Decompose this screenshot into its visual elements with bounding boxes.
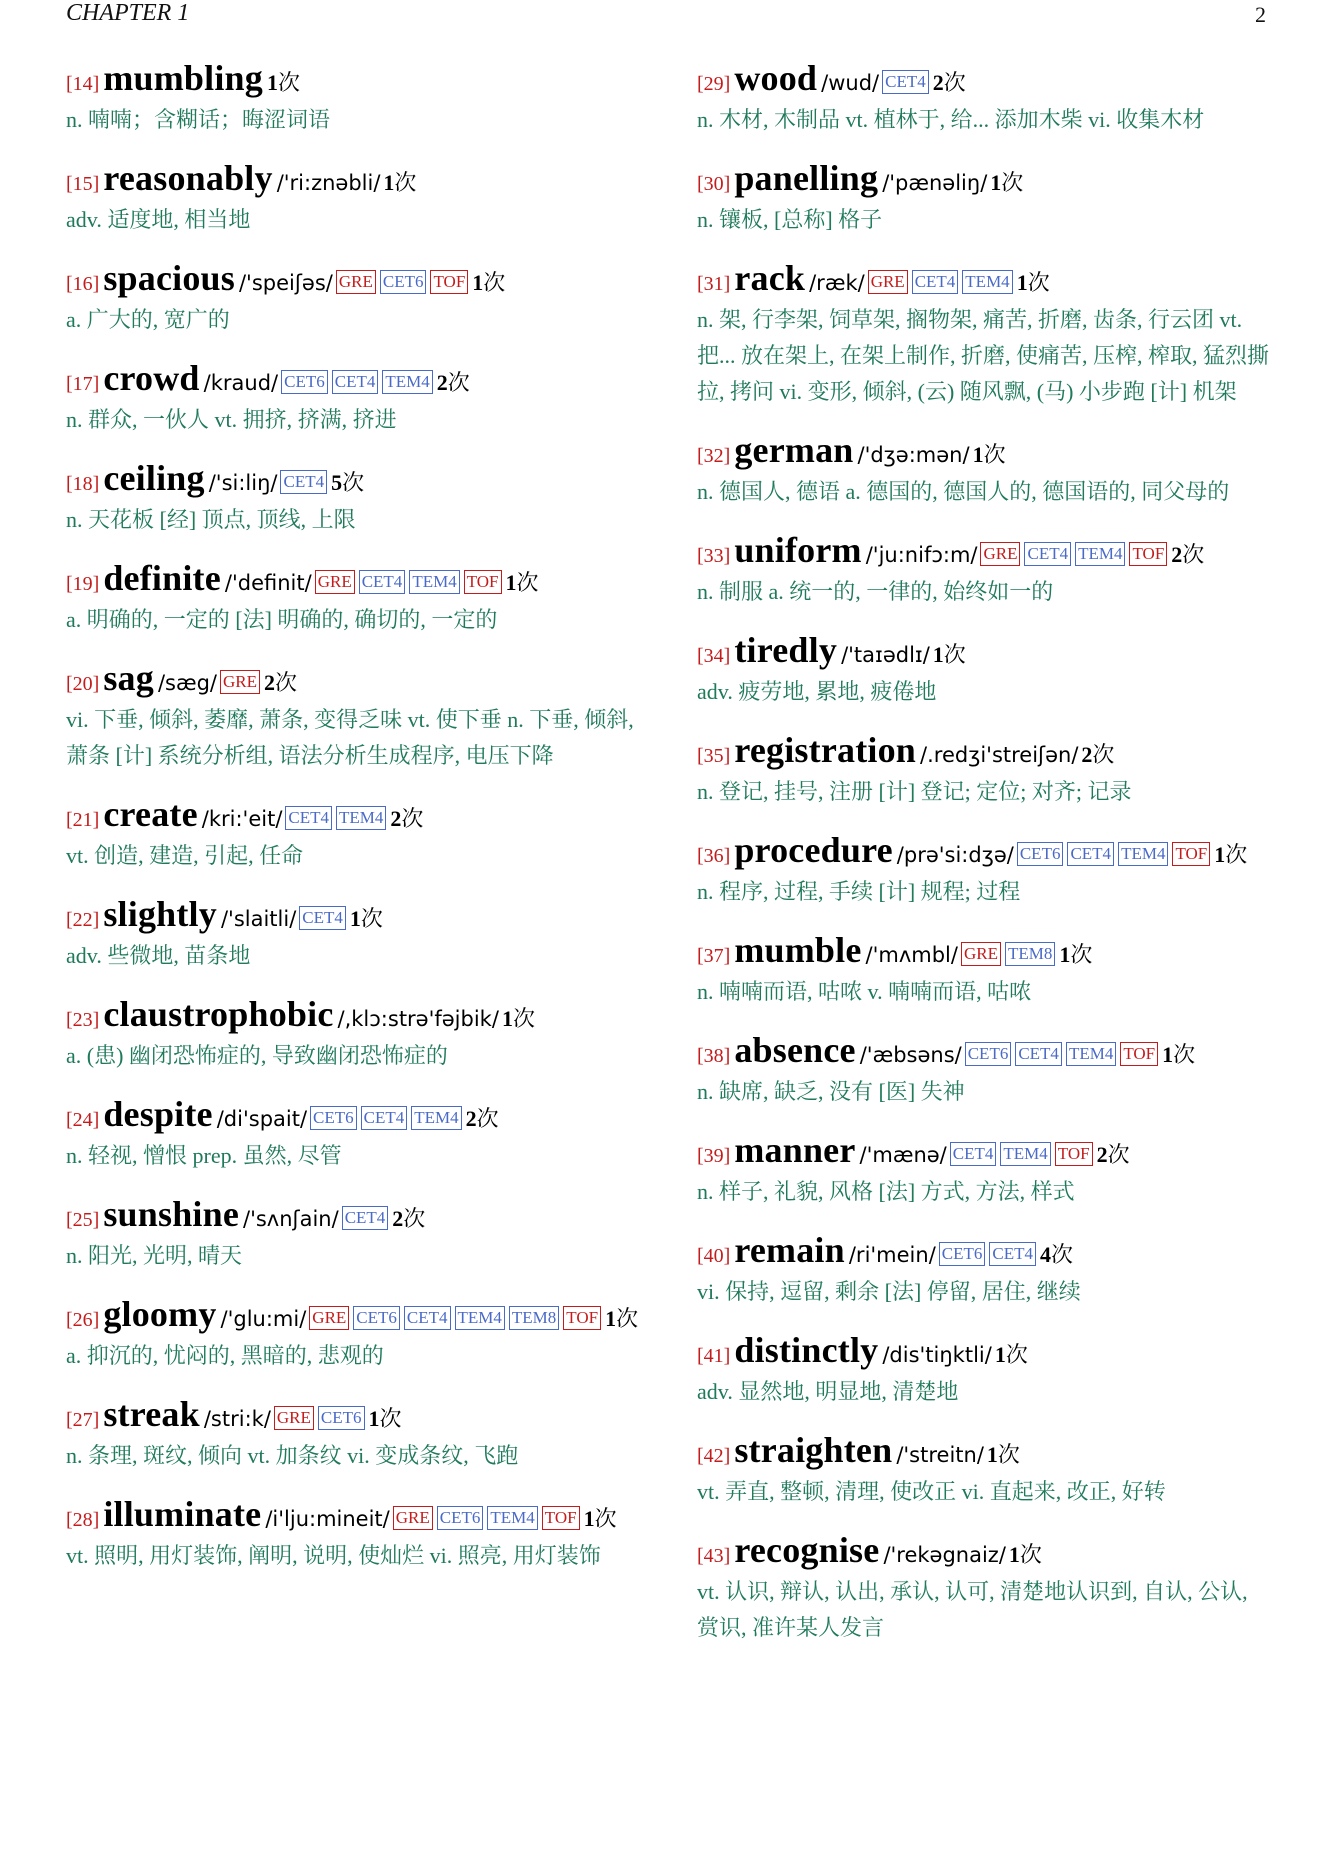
- vocab-entry: [66, 360, 640, 438]
- exam-tag: CET4: [342, 1206, 389, 1230]
- exam-tag: CET4: [1067, 842, 1114, 866]
- definition: vi. 下垂, 倾斜, 萎靡, 萧条, 变得乏味 vt. 使下垂 n. 下垂, 倾斜, 萧条 [计] 系统分析组, 语法分析生成程序, 电压下降: [66, 707, 634, 768]
- phonetic: /'streitn/: [896, 1443, 984, 1467]
- entry-number: [19]: [66, 573, 100, 595]
- exam-tag: TEM4: [487, 1506, 537, 1530]
- occurrence-count: 1: [932, 642, 944, 667]
- definition: n. 条理, 斑纹, 倾向 vt. 加条纹 vi. 变成条纹, 飞跑: [66, 1443, 519, 1468]
- vocab-entry: [66, 60, 640, 138]
- occurrence-count: 2: [436, 370, 448, 395]
- headword: claustrophobic: [103, 994, 334, 1034]
- occurrence-unit: 次: [275, 670, 298, 695]
- phonetic: /'dʒə:mən/: [857, 443, 970, 467]
- definition: vt. 弄直, 整顿, 清理, 使改正 vi. 直起来, 改正, 好转: [697, 1479, 1166, 1504]
- entry-head: [697, 1332, 1271, 1374]
- vocab-entry: [697, 632, 1271, 710]
- occurrence-count: 1: [1214, 842, 1226, 867]
- entry-number: [22]: [66, 909, 100, 931]
- headword: rack: [734, 258, 806, 298]
- occurrence-count: 2: [932, 70, 944, 95]
- headword: slightly: [103, 894, 217, 934]
- vocab-entry: [66, 160, 640, 238]
- exam-tag: TOF: [1055, 1142, 1093, 1166]
- entry-head: [697, 1432, 1271, 1474]
- exam-tag: TEM8: [1005, 942, 1055, 966]
- definition: vt. 创造, 建造, 引起, 任命: [66, 843, 304, 868]
- exam-tag: GRE: [961, 942, 1001, 966]
- vocab-entry: [697, 1532, 1271, 1646]
- entry-number: [31]: [697, 273, 731, 295]
- headword: sag: [103, 658, 154, 698]
- definition: adv. 显然地, 明显地, 清楚地: [697, 1379, 959, 1404]
- exam-tag: CET4: [912, 270, 959, 294]
- occurrence-unit: 次: [512, 1006, 535, 1031]
- vocab-entry: [697, 832, 1271, 910]
- phonetic: /di'spait/: [216, 1107, 308, 1131]
- headword: panelling: [734, 158, 879, 198]
- right-column: [697, 60, 1271, 1668]
- occurrence-count: 1: [368, 1406, 380, 1431]
- occurrence-unit: 次: [1005, 1342, 1028, 1367]
- entry-number: [26]: [66, 1309, 100, 1331]
- occurrence-count: 5: [331, 470, 343, 495]
- definition: a. 明确的, 一定的 [法] 明确的, 确切的, 一定的: [66, 607, 498, 632]
- occurrence-unit: 次: [983, 442, 1006, 467]
- entry-head: [697, 1232, 1271, 1274]
- exam-tag: TOF: [464, 570, 502, 594]
- entry-number: [15]: [66, 173, 100, 195]
- definition: n. 喃喃；含糊话；晦涩词语: [66, 107, 331, 132]
- headword: german: [734, 430, 854, 470]
- occurrence-unit: 次: [516, 570, 539, 595]
- exam-tag: CET4: [332, 370, 379, 394]
- definition: n. 架, 行李架, 饲草架, 搁物架, 痛苦, 折磨, 齿条, 行云团 vt. 把... 放在架上, 在架上制作, 折磨, 使痛苦, 压榨, 榨取, 猛烈撕拉, 拷问 vi. 变形, 倾斜, (云) 随风飘, (马) 小步跑 [计] 机架: [697, 307, 1270, 404]
- occurrence-unit: 次: [1182, 542, 1205, 567]
- definition: n. 阳光, 光明, 晴天: [66, 1243, 243, 1268]
- occurrence-count: 1: [501, 1006, 513, 1031]
- occurrence-unit: 次: [403, 1206, 426, 1231]
- exam-tag: CET4: [950, 1142, 997, 1166]
- exam-tag: CET6: [965, 1042, 1012, 1066]
- occurrence-count: 1: [1016, 270, 1028, 295]
- occurrence-unit: 次: [1070, 942, 1093, 967]
- exam-tag: TEM8: [509, 1306, 559, 1330]
- page-number: 2: [1255, 2, 1266, 27]
- entry-number: [36]: [697, 845, 731, 867]
- entry-number: [28]: [66, 1509, 100, 1531]
- occurrence-unit: 次: [616, 1306, 639, 1331]
- entry-number: [41]: [697, 1345, 731, 1367]
- entry-number: [24]: [66, 1109, 100, 1131]
- entry-head: [697, 532, 1271, 574]
- exam-tag: CET4: [359, 570, 406, 594]
- occurrence-unit: 次: [447, 370, 470, 395]
- vocab-entry: [697, 1232, 1271, 1310]
- phonetic: /wud/: [821, 71, 880, 95]
- occurrence-unit: 次: [1051, 1242, 1074, 1267]
- occurrence-unit: 次: [1019, 1542, 1042, 1567]
- headword: tiredly: [734, 630, 838, 670]
- headword: recognise: [734, 1530, 880, 1570]
- definition: n. 轻视, 憎恨 prep. 虽然, 尽管: [66, 1143, 342, 1168]
- phonetic: /.redʒi'streiʃən/: [920, 743, 1079, 767]
- headword: streak: [103, 1394, 200, 1434]
- definition: n. 群众, 一伙人 vt. 拥挤, 挤满, 挤进: [66, 407, 397, 432]
- exam-tag: TEM4: [382, 370, 432, 394]
- definition: n. 喃喃而语, 咕哝 v. 喃喃而语, 咕哝: [697, 979, 1032, 1004]
- exam-tag: CET6: [310, 1106, 357, 1130]
- vocab-entry: [697, 732, 1271, 810]
- exam-tag: TEM4: [1118, 842, 1168, 866]
- exam-tag: TEM4: [1075, 542, 1125, 566]
- entry-head: [697, 1032, 1271, 1074]
- headword: definite: [103, 558, 221, 598]
- chapter-title: CHAPTER 1: [66, 0, 190, 26]
- exam-tag: TEM4: [336, 806, 386, 830]
- entry-head: [66, 1396, 640, 1438]
- occurrence-count: 1: [994, 1342, 1006, 1367]
- entry-number: [33]: [697, 545, 731, 567]
- occurrence-unit: 次: [1225, 842, 1248, 867]
- occurrence-unit: 次: [1001, 170, 1024, 195]
- phonetic: /'ri:znəbli/: [276, 171, 381, 195]
- phonetic: /ri'mein/: [848, 1243, 936, 1267]
- entry-head: [66, 660, 640, 702]
- phonetic: /'mʌmbl/: [865, 943, 958, 967]
- exam-tag: TOF: [542, 1506, 580, 1530]
- occurrence-count: 1: [472, 270, 484, 295]
- vocab-entry: [697, 1032, 1271, 1110]
- entry-number: [42]: [697, 1445, 731, 1467]
- left-column: [66, 60, 640, 1596]
- vocab-entry: [66, 1196, 640, 1274]
- occurrence-count: 1: [990, 170, 1002, 195]
- vocab-entry: [66, 1396, 640, 1474]
- entry-head: [697, 160, 1271, 202]
- headword: wood: [734, 58, 818, 98]
- occurrence-unit: 次: [1027, 270, 1050, 295]
- occurrence-count: 1: [605, 1306, 617, 1331]
- phonetic: /'pænəliŋ/: [882, 171, 988, 195]
- phonetic: /'glu:mi/: [220, 1307, 307, 1331]
- definition: adv. 些微地, 苗条地: [66, 943, 251, 968]
- headword: create: [103, 794, 198, 834]
- headword: distinctly: [734, 1330, 879, 1370]
- exam-tag: GRE: [274, 1406, 314, 1430]
- occurrence-unit: 次: [1173, 1042, 1196, 1067]
- occurrence-unit: 次: [943, 642, 966, 667]
- vocab-entry: [66, 896, 640, 974]
- definition: n. 镶板, [总称] 格子: [697, 207, 883, 232]
- definition: adv. 适度地, 相当地: [66, 207, 251, 232]
- occurrence-count: 2: [1096, 1142, 1108, 1167]
- occurrence-unit: 次: [476, 1106, 499, 1131]
- entry-head: [697, 1532, 1271, 1574]
- definition: n. 缺席, 缺乏, 没有 [医] 失神: [697, 1079, 965, 1104]
- occurrence-unit: 次: [997, 1442, 1020, 1467]
- headword: crowd: [103, 358, 200, 398]
- exam-tag: CET6: [353, 1306, 400, 1330]
- vocab-entry: [697, 432, 1271, 510]
- vocab-entry: [66, 260, 640, 338]
- entry-head: [66, 460, 640, 502]
- occurrence-count: 2: [1171, 542, 1183, 567]
- occurrence-unit: 次: [379, 1406, 402, 1431]
- definition: n. 德国人, 德语 a. 德国的, 德国人的, 德国语的, 同父母的: [697, 479, 1230, 504]
- entry-head: [66, 896, 640, 938]
- entry-head: [697, 260, 1271, 302]
- phonetic: /stri:k/: [203, 1407, 271, 1431]
- phonetic: /'slaitli/: [220, 907, 297, 931]
- occurrence-count: 2: [465, 1106, 477, 1131]
- entry-head: [66, 1496, 640, 1538]
- headword: mumbling: [103, 58, 263, 98]
- exam-tag: CET4: [404, 1306, 451, 1330]
- vocab-entry: [697, 932, 1271, 1010]
- entry-head: [66, 996, 640, 1038]
- definition: a. 广大的, 宽广的: [66, 307, 230, 332]
- exam-tag: GRE: [393, 1506, 433, 1530]
- exam-tag: GRE: [220, 670, 260, 694]
- entry-head: [697, 632, 1271, 674]
- entry-head: [697, 932, 1271, 974]
- exam-tag: CET4: [285, 806, 332, 830]
- phonetic: /'ju:nifɔ:m/: [865, 543, 978, 567]
- headword: spacious: [103, 258, 235, 298]
- definition: vt. 认识, 辩认, 认出, 承认, 认可, 清楚地认识到, 自认, 公认, 赏识, 准许某人发言: [697, 1579, 1248, 1640]
- entry-number: [23]: [66, 1009, 100, 1031]
- exam-tag: TOF: [1120, 1042, 1158, 1066]
- occurrence-unit: 次: [1107, 1142, 1130, 1167]
- vocab-entry: [66, 560, 640, 638]
- entry-number: [40]: [697, 1245, 731, 1267]
- entry-number: [18]: [66, 473, 100, 495]
- definition: n. 制服 a. 统一的, 一律的, 始终如一的: [697, 579, 1054, 604]
- exam-tag: TOF: [563, 1306, 601, 1330]
- occurrence-count: 1: [1162, 1042, 1174, 1067]
- entry-head: [66, 796, 640, 838]
- definition: a. (患) 幽闭恐怖症的, 导致幽闭恐怖症的: [66, 1043, 448, 1068]
- occurrence-count: 1: [972, 442, 984, 467]
- exam-tag: CET6: [1017, 842, 1064, 866]
- entry-number: [30]: [697, 173, 731, 195]
- exam-tag: TOF: [1172, 842, 1210, 866]
- definition: n. 样子, 礼貌, 风格 [法] 方式, 方法, 样式: [697, 1179, 1075, 1204]
- entry-head: [66, 1196, 640, 1238]
- headword: reasonably: [103, 158, 273, 198]
- exam-tag: GRE: [980, 542, 1020, 566]
- exam-tag: CET4: [989, 1242, 1036, 1266]
- occurrence-count: 1: [266, 70, 278, 95]
- headword: straighten: [734, 1430, 893, 1470]
- exam-tag: GRE: [309, 1306, 349, 1330]
- headword: illuminate: [103, 1494, 262, 1534]
- definition: n. 程序, 过程, 手续 [计] 规程; 过程: [697, 879, 1021, 904]
- exam-tag: GRE: [336, 270, 376, 294]
- phonetic: /'mænə/: [859, 1143, 947, 1167]
- definition: vi. 保持, 逗留, 剩余 [法] 停留, 居住, 继续: [697, 1279, 1081, 1304]
- headword: absence: [734, 1030, 856, 1070]
- entry-number: [39]: [697, 1145, 731, 1167]
- exam-tag: CET6: [318, 1406, 365, 1430]
- occurrence-count: 1: [986, 1442, 998, 1467]
- entry-head: [66, 560, 640, 602]
- definition: n. 登记, 挂号, 注册 [计] 登记; 定位; 对齐; 记录: [697, 779, 1132, 804]
- entry-number: [34]: [697, 645, 731, 667]
- exam-tag: TEM4: [1066, 1042, 1116, 1066]
- vocab-entry: [66, 1296, 640, 1374]
- vocab-entry: [697, 260, 1271, 410]
- definition: n. 天花板 [经] 顶点, 顶线, 上限: [66, 507, 356, 532]
- exam-tag: TOF: [1129, 542, 1167, 566]
- occurrence-unit: 次: [401, 806, 424, 831]
- entry-number: [32]: [697, 445, 731, 467]
- phonetic: /kri:'eit/: [201, 807, 283, 831]
- exam-tag: TEM4: [409, 570, 459, 594]
- occurrence-count: 2: [392, 1206, 404, 1231]
- vocab-entry: [697, 1432, 1271, 1510]
- entry-number: [21]: [66, 809, 100, 831]
- headword: gloomy: [103, 1294, 217, 1334]
- phonetic: /kraud/: [203, 371, 279, 395]
- headword: manner: [734, 1130, 856, 1170]
- definition: a. 抑沉的, 忧闷的, 黑暗的, 悲观的: [66, 1343, 384, 1368]
- entry-head: [66, 360, 640, 402]
- headword: sunshine: [103, 1194, 240, 1234]
- phonetic: /sæg/: [157, 671, 217, 695]
- exam-tag: GRE: [315, 570, 355, 594]
- occurrence-unit: 次: [342, 470, 365, 495]
- headword: ceiling: [103, 458, 205, 498]
- entry-number: [35]: [697, 745, 731, 767]
- headword: mumble: [734, 930, 862, 970]
- phonetic: /'taɪədlɪ/: [841, 643, 930, 667]
- occurrence-count: 4: [1040, 1242, 1051, 1267]
- exam-tag: CET6: [281, 370, 328, 394]
- exam-tag: TOF: [430, 270, 468, 294]
- vocab-entry: [697, 160, 1271, 238]
- vocab-entry: [697, 532, 1271, 610]
- exam-tag: CET4: [361, 1106, 408, 1130]
- vocab-entry: [66, 996, 640, 1074]
- occurrence-count: 2: [1081, 742, 1093, 767]
- headword: procedure: [734, 830, 893, 870]
- entry-number: [17]: [66, 373, 100, 395]
- entry-number: [29]: [697, 73, 731, 95]
- vocab-entry: [66, 1096, 640, 1174]
- occurrence-count: 1: [583, 1506, 595, 1531]
- exam-tag: CET6: [380, 270, 427, 294]
- vocab-entry: [66, 796, 640, 874]
- entry-number: [14]: [66, 73, 100, 95]
- exam-tag: CET6: [437, 1506, 484, 1530]
- entry-number: [38]: [697, 1045, 731, 1067]
- definition: adv. 疲劳地, 累地, 疲倦地: [697, 679, 937, 704]
- occurrence-count: 1: [1008, 1542, 1020, 1567]
- occurrence-count: 1: [383, 170, 395, 195]
- phonetic: /,klɔ:strə'fəjbik/: [337, 1007, 499, 1031]
- entry-head: [697, 832, 1271, 874]
- entry-head: [66, 160, 640, 202]
- exam-tag: CET4: [1015, 1042, 1062, 1066]
- page-header: [66, 0, 1266, 30]
- occurrence-count: 1: [1059, 942, 1071, 967]
- exam-tag: CET4: [299, 906, 346, 930]
- entry-number: [20]: [66, 673, 100, 695]
- entry-head: [66, 260, 640, 302]
- phonetic: /'si:liŋ/: [208, 471, 278, 495]
- headword: registration: [734, 730, 917, 770]
- exam-tag: CET4: [882, 70, 929, 94]
- exam-tag: CET4: [1024, 542, 1071, 566]
- phonetic: /i'lju:mineit/: [265, 1507, 390, 1531]
- phonetic: /dis'tiŋktli/: [882, 1343, 992, 1367]
- definition: vt. 照明, 用灯装饰, 阐明, 说明, 使灿烂 vi. 照亮, 用灯装饰: [66, 1543, 601, 1568]
- entry-head: [697, 1132, 1271, 1174]
- headword: remain: [734, 1230, 845, 1270]
- occurrence-count: 2: [264, 670, 275, 695]
- vocab-entry: [697, 60, 1271, 138]
- occurrence-unit: 次: [483, 270, 506, 295]
- vocab-entry: [66, 1496, 640, 1574]
- phonetic: /'rekəgnaiz/: [883, 1543, 1006, 1567]
- phonetic: /'definit/: [224, 571, 312, 595]
- occurrence-unit: 次: [1092, 742, 1115, 767]
- entry-head: [66, 1296, 640, 1338]
- phonetic: /'sʌnʃain/: [243, 1207, 339, 1231]
- exam-tag: TEM4: [962, 270, 1012, 294]
- exam-tag: GRE: [868, 270, 908, 294]
- definition: n. 木材, 木制品 vt. 植林于, 给... 添加木柴 vi. 收集木材: [697, 107, 1205, 132]
- occurrence-unit: 次: [943, 70, 966, 95]
- occurrence-unit: 次: [394, 170, 417, 195]
- headword: despite: [103, 1094, 213, 1134]
- vocab-entry: [66, 460, 640, 538]
- entry-head: [697, 432, 1271, 474]
- exam-tag: CET6: [939, 1242, 986, 1266]
- entry-head: [697, 60, 1271, 102]
- occurrence-unit: 次: [594, 1506, 617, 1531]
- exam-tag: TEM4: [1000, 1142, 1050, 1166]
- phonetic: /ræk/: [809, 271, 865, 295]
- vocab-entry: [697, 1332, 1271, 1410]
- exam-tag: CET4: [280, 470, 327, 494]
- entry-number: [16]: [66, 273, 100, 295]
- entry-number: [37]: [697, 945, 731, 967]
- entry-number: [43]: [697, 1545, 731, 1567]
- entry-head: [697, 732, 1271, 774]
- exam-tag: TEM4: [455, 1306, 505, 1330]
- phonetic: /prə'si:dʒə/: [896, 843, 1014, 867]
- occurrence-unit: 次: [360, 906, 383, 931]
- exam-tag: TEM4: [411, 1106, 461, 1130]
- occurrence-count: 2: [390, 806, 402, 831]
- entry-number: [25]: [66, 1209, 100, 1231]
- entry-number: [27]: [66, 1409, 100, 1431]
- headword: uniform: [734, 530, 862, 570]
- vocab-entry: [697, 1132, 1271, 1210]
- phonetic: /'æbsəns/: [859, 1043, 962, 1067]
- occurrence-unit: 次: [277, 70, 300, 95]
- vocab-entry: [66, 660, 640, 774]
- entry-head: [66, 60, 640, 102]
- phonetic: /'speiʃəs/: [238, 271, 333, 295]
- occurrence-count: 1: [505, 570, 517, 595]
- entry-head: [66, 1096, 640, 1138]
- occurrence-count: 1: [349, 906, 361, 931]
